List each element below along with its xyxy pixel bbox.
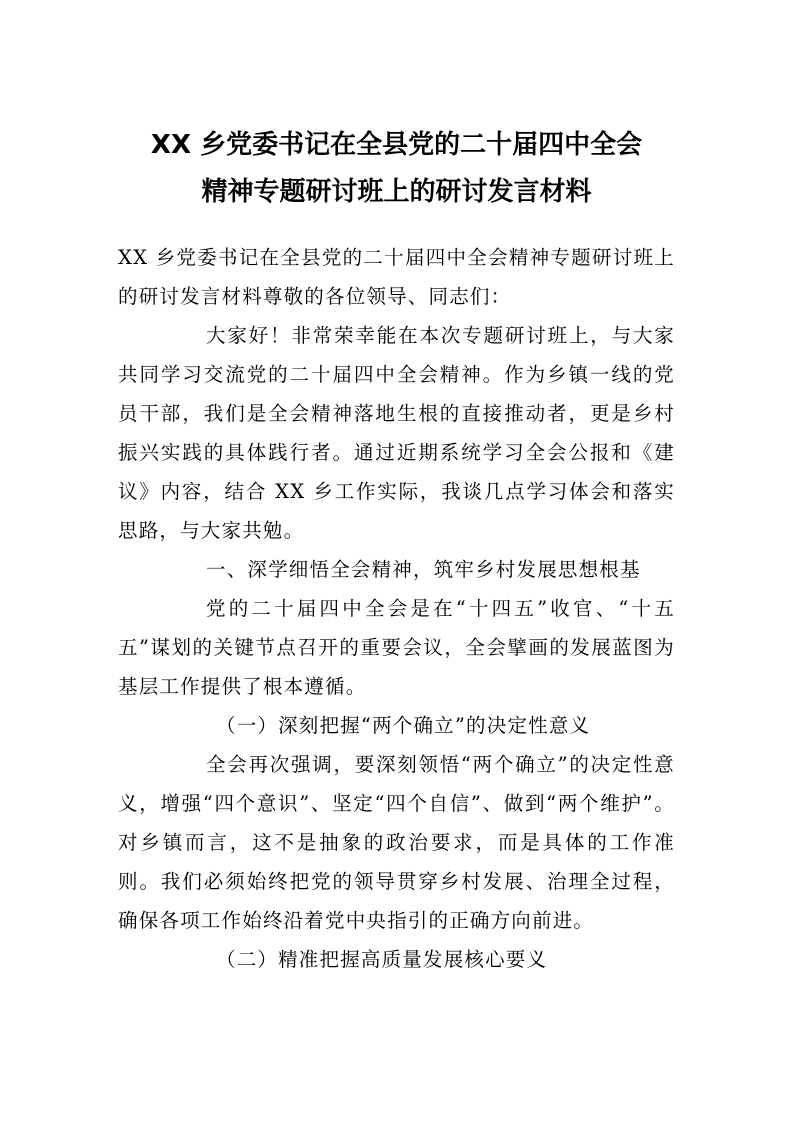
section-heading-1: 一、深学细悟全会精神，筑牢乡村发展思想根基 <box>206 558 641 581</box>
title-line-1: XX 乡党委书记在全县党的二十届四中全会 <box>150 130 643 160</box>
body-paragraph: 全会再次强调，要深刻领悟“两个确立”的决定性意义，增强“四个意识”、坚定“四个自信”、做到“两个维护”。对乡镇而言，这不是抽象的政治要求，而是具体的工作准则。我们必须始终把党的领导贯穿乡村发展、治理全过程，确保各项工作始终沿着党中央指引的正确方向前进。 <box>118 753 675 932</box>
document-title <box>110 122 683 216</box>
title-line-2: 精神专题研讨班上的研讨发言材料 <box>201 177 592 207</box>
subsection-heading-1: （一）深刻把握“两个确立”的决定性意义 <box>216 714 591 737</box>
opening-paragraph: XX 乡党委书记在全县党的二十届四中全会精神专题研讨班上的研讨发言材料尊敬的各位领导、同志们： <box>118 246 675 308</box>
greeting-paragraph: 大家好！非常荣幸能在本次专题研讨班上，与大家共同学习交流党的二十届四中全会精神。作为乡镇一线的党员干部，我们是全会精神落地生根的直接推动者，更是乡村振兴实践的具体践行者。通过近期系统学习全会公报和《建议》内容，结合 XX 乡工作实际，我谈几点学习体会和落实思路，与大家共勉。 <box>118 324 675 542</box>
body-paragraph: 党的二十届四中全会是在“十四五”收官、“十五五”谋划的关键节点召开的重要会议，全会擘画的发展蓝图为基层工作提供了根本遵循。 <box>118 597 675 698</box>
subsection-heading-2: （二）精准把握高质量发展核心要义 <box>216 948 548 971</box>
